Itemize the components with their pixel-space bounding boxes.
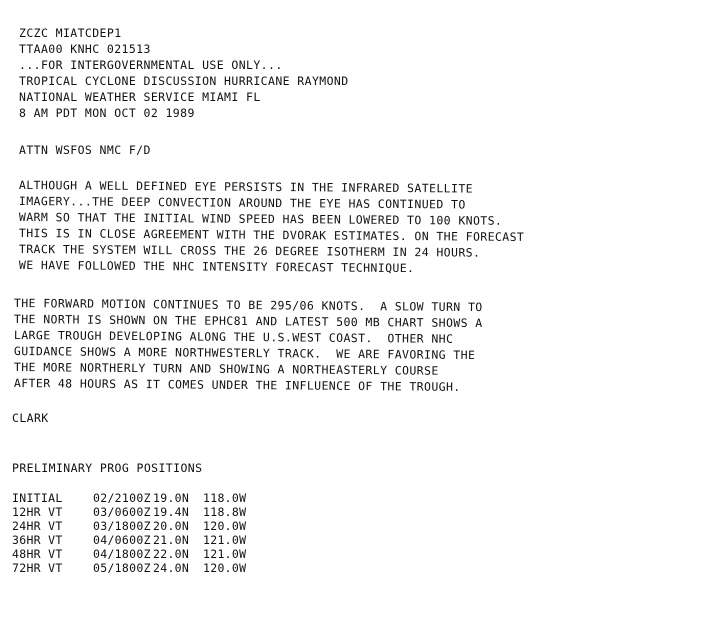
table-row <box>12 519 263 533</box>
header-product-title: TROPICAL CYCLONE DISCUSSION HURRICANE RAYMOND <box>19 74 349 88</box>
forecast-hour-cell: 24HR VT <box>12 519 63 533</box>
header-distribution-note: ...FOR INTERGOVERNMENTAL USE ONLY... <box>19 58 283 72</box>
paragraph1-line: IMAGERY...THE DEEP CONVECTION AROUND THE EYE HAS CONTINUED TO <box>18 194 466 212</box>
latitude-cell: 19.0N <box>153 491 190 505</box>
forecast-hour-cell: 12HR VT <box>12 505 63 519</box>
longitude-cell: 121.0W <box>203 547 247 561</box>
paragraph2-line: THE MORE NORTHERLY TURN AND SHOWING A NORTHEASTERLY COURSE <box>13 360 439 378</box>
latitude-cell: 24.0N <box>153 561 190 575</box>
forecast-hour-cell: 72HR VT <box>12 561 63 575</box>
table-row <box>12 561 263 575</box>
signature: CLARK <box>12 411 49 425</box>
paragraph1-line: ALTHOUGH A WELL DEFINED EYE PERSISTS IN THE INFRARED SATELLITE <box>18 178 474 196</box>
valid-time-cell: 05/1800Z <box>93 561 151 575</box>
valid-time-cell: 03/1800Z <box>93 519 151 533</box>
valid-time-cell: 02/2100Z <box>93 491 151 505</box>
header-office: NATIONAL WEATHER SERVICE MIAMI FL <box>19 90 261 104</box>
paragraph2-line: THE NORTH IS SHOWN ON THE EPHC81 AND LATEST 500 MB CHART SHOWS A <box>13 312 483 331</box>
table-row <box>12 547 263 561</box>
longitude-cell: 120.0W <box>203 519 247 533</box>
paragraph1-line: THIS IS IN CLOSE AGREEMENT WITH THE DVORAK ESTIMATES. ON THE FORECAST <box>18 226 525 244</box>
valid-time-cell: 04/1800Z <box>93 547 151 561</box>
forecast-hour-cell: 36HR VT <box>12 533 63 547</box>
latitude-cell: 20.0N <box>153 519 190 533</box>
latitude-cell: 21.0N <box>153 533 190 547</box>
latitude-cell: 22.0N <box>153 547 190 561</box>
latitude-cell: 19.4N <box>153 505 190 519</box>
longitude-cell: 118.8W <box>203 505 247 519</box>
forecast-hour-cell: 48HR VT <box>12 547 63 561</box>
valid-time-cell: 04/0600Z <box>93 533 151 547</box>
forecast-hour-cell: INITIAL <box>12 491 63 505</box>
table-row <box>12 505 263 519</box>
header-bulletin-id: ZCZC MIATCDEP1 <box>19 26 122 40</box>
header-wmo-line: TTAA00 KNHC 021513 <box>19 42 151 56</box>
paragraph1-line: TRACK THE SYSTEM WILL CROSS THE 26 DEGREE ISOTHERM IN 24 HOURS. <box>18 242 481 260</box>
table-row <box>12 533 263 547</box>
paragraph1-line: WE HAVE FOLLOWED THE NHC INTENSITY FORECAST TECHNIQUE. <box>18 258 415 276</box>
longitude-cell: 120.0W <box>203 561 247 575</box>
prog-positions-title: PRELIMINARY PROG POSITIONS <box>12 461 203 475</box>
paragraph1-line: WARM SO THAT THE INITIAL WIND SPEED HAS BEEN LOWERED TO 100 KNOTS. <box>18 210 503 228</box>
paragraph2-line: LARGE TROUGH DEVELOPING ALONG THE U.S.WEST COAST. OTHER NHC <box>13 328 454 346</box>
paragraph2-line: THE FORWARD MOTION CONTINUES TO BE 295/06 KNOTS. A SLOW TURN TO <box>13 296 483 315</box>
attention-line: ATTN WSFOS NMC F/D <box>19 143 151 157</box>
longitude-cell: 121.0W <box>203 533 247 547</box>
paragraph2-line: GUIDANCE SHOWS A MORE NORTHWESTERLY TRACK. WE ARE FAVORING THE <box>13 344 476 363</box>
table-row <box>12 491 263 505</box>
longitude-cell: 118.0W <box>203 491 247 505</box>
valid-time-cell: 03/0600Z <box>93 505 151 519</box>
prog-positions-table <box>12 491 263 575</box>
paragraph2-line: AFTER 48 HOURS AS IT COMES UNDER THE INFLUENCE OF THE TROUGH. <box>13 376 461 394</box>
header-issue-time: 8 AM PDT MON OCT 02 1989 <box>19 106 195 120</box>
